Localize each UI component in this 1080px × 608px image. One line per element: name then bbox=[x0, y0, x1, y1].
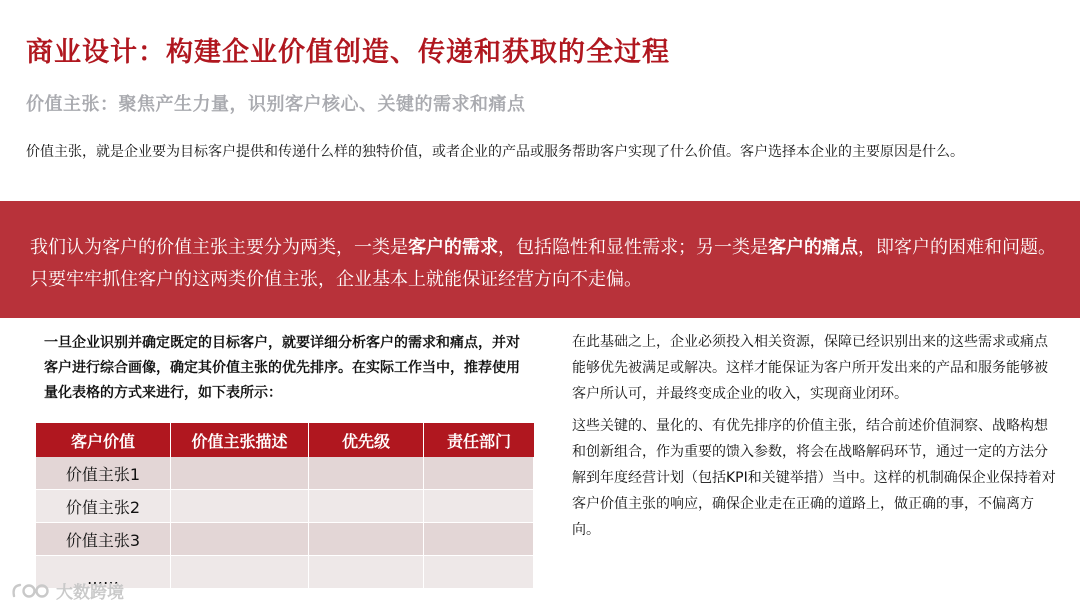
highlight-part-2: ，包括隐性和显性需求；另一类是 bbox=[498, 237, 768, 258]
table-cell bbox=[309, 556, 424, 589]
table-cell bbox=[309, 490, 424, 523]
table-cell bbox=[171, 457, 309, 490]
table-cell-label: …… bbox=[36, 556, 171, 589]
table-cell-label: 价值主张2 bbox=[36, 490, 171, 523]
table-cell bbox=[309, 457, 424, 490]
table-cell bbox=[309, 523, 424, 556]
table-header-cell: 客户价值 bbox=[36, 423, 171, 457]
table-cell bbox=[424, 490, 534, 523]
table-cell bbox=[171, 490, 309, 523]
table-cell bbox=[171, 523, 309, 556]
table-cell bbox=[424, 457, 534, 490]
table-cell bbox=[424, 523, 534, 556]
left-paragraph: 一旦企业识别并确定既定的目标客户，就要详细分析客户的需求和痛点，并对客户进行综合画像，确定其价值主张的优先排序。在实际工作当中，推荐使用量化表格的方式来进行，如下表所示： bbox=[44, 335, 520, 401]
table-row bbox=[36, 490, 534, 523]
value-proposition-table bbox=[36, 423, 534, 589]
table-cell-label: 价值主张1 bbox=[36, 457, 171, 490]
table-row bbox=[36, 523, 534, 556]
right-paragraph-2: 这些关键的、量化的、有优先排序的价值主张，结合前述价值洞察、战略构想和创新组合，作为重要的馈入参数，将会在战略解码环节，通过一定的方法分解到年度经营计划（包括KPI和关键举措）当中。这样的机制确保企业保持着对客户价值主张的响应，确保企业走在正确的道路上，做正确的事，不偏离方向。 bbox=[572, 418, 1056, 538]
right-column bbox=[572, 329, 1060, 549]
highlight-text bbox=[30, 232, 1060, 296]
table-header-cell: 优先级 bbox=[309, 423, 424, 457]
page-title: 商业设计：构建企业价值创造、传递和获取的全过程 bbox=[26, 37, 670, 68]
right-paragraph-1: 在此基础之上，企业必须投入相关资源，保障已经识别出来的这些需求或痛点能够优先被满足或解决。这样才能保证为客户所开发出来的产品和服务能够被客户所认可，并最终变成企业的收入，实现商业闭环。 bbox=[572, 334, 1048, 402]
highlight-part-1: 我们认为客户的价值主张主要分为两类，一类是 bbox=[30, 237, 408, 258]
table-header-cell: 责任部门 bbox=[424, 423, 534, 457]
watermark bbox=[10, 578, 124, 603]
logo-icon bbox=[10, 580, 52, 602]
table-row bbox=[36, 457, 534, 490]
table-cell-label: 价值主张3 bbox=[36, 523, 171, 556]
highlight-bold-needs: 客户的需求 bbox=[408, 237, 498, 258]
watermark-text: 大数跨境 bbox=[56, 583, 124, 603]
highlight-bold-pain-points: 客户的痛点 bbox=[768, 237, 858, 258]
table-header-cell: 价值主张描述 bbox=[171, 423, 309, 457]
highlight-part-3: ，即客户的困难和问题。只要牢牢抓住客户的这两类价值主张，企业基本上就能保证经营方向不走偏。 bbox=[30, 237, 1056, 290]
table-cell bbox=[171, 556, 309, 589]
table-header-row bbox=[36, 423, 534, 457]
table-cell bbox=[424, 556, 534, 589]
intro-paragraph: 价值主张，就是企业要为目标客户提供和传递什么样的独特价值，或者企业的产品或服务帮助客户实现了什么价值。客户选择本企业的主要原因是什么。 bbox=[26, 144, 964, 160]
page-subtitle: 价值主张：聚焦产生力量，识别客户核心、关键的需求和痛点 bbox=[26, 94, 526, 115]
